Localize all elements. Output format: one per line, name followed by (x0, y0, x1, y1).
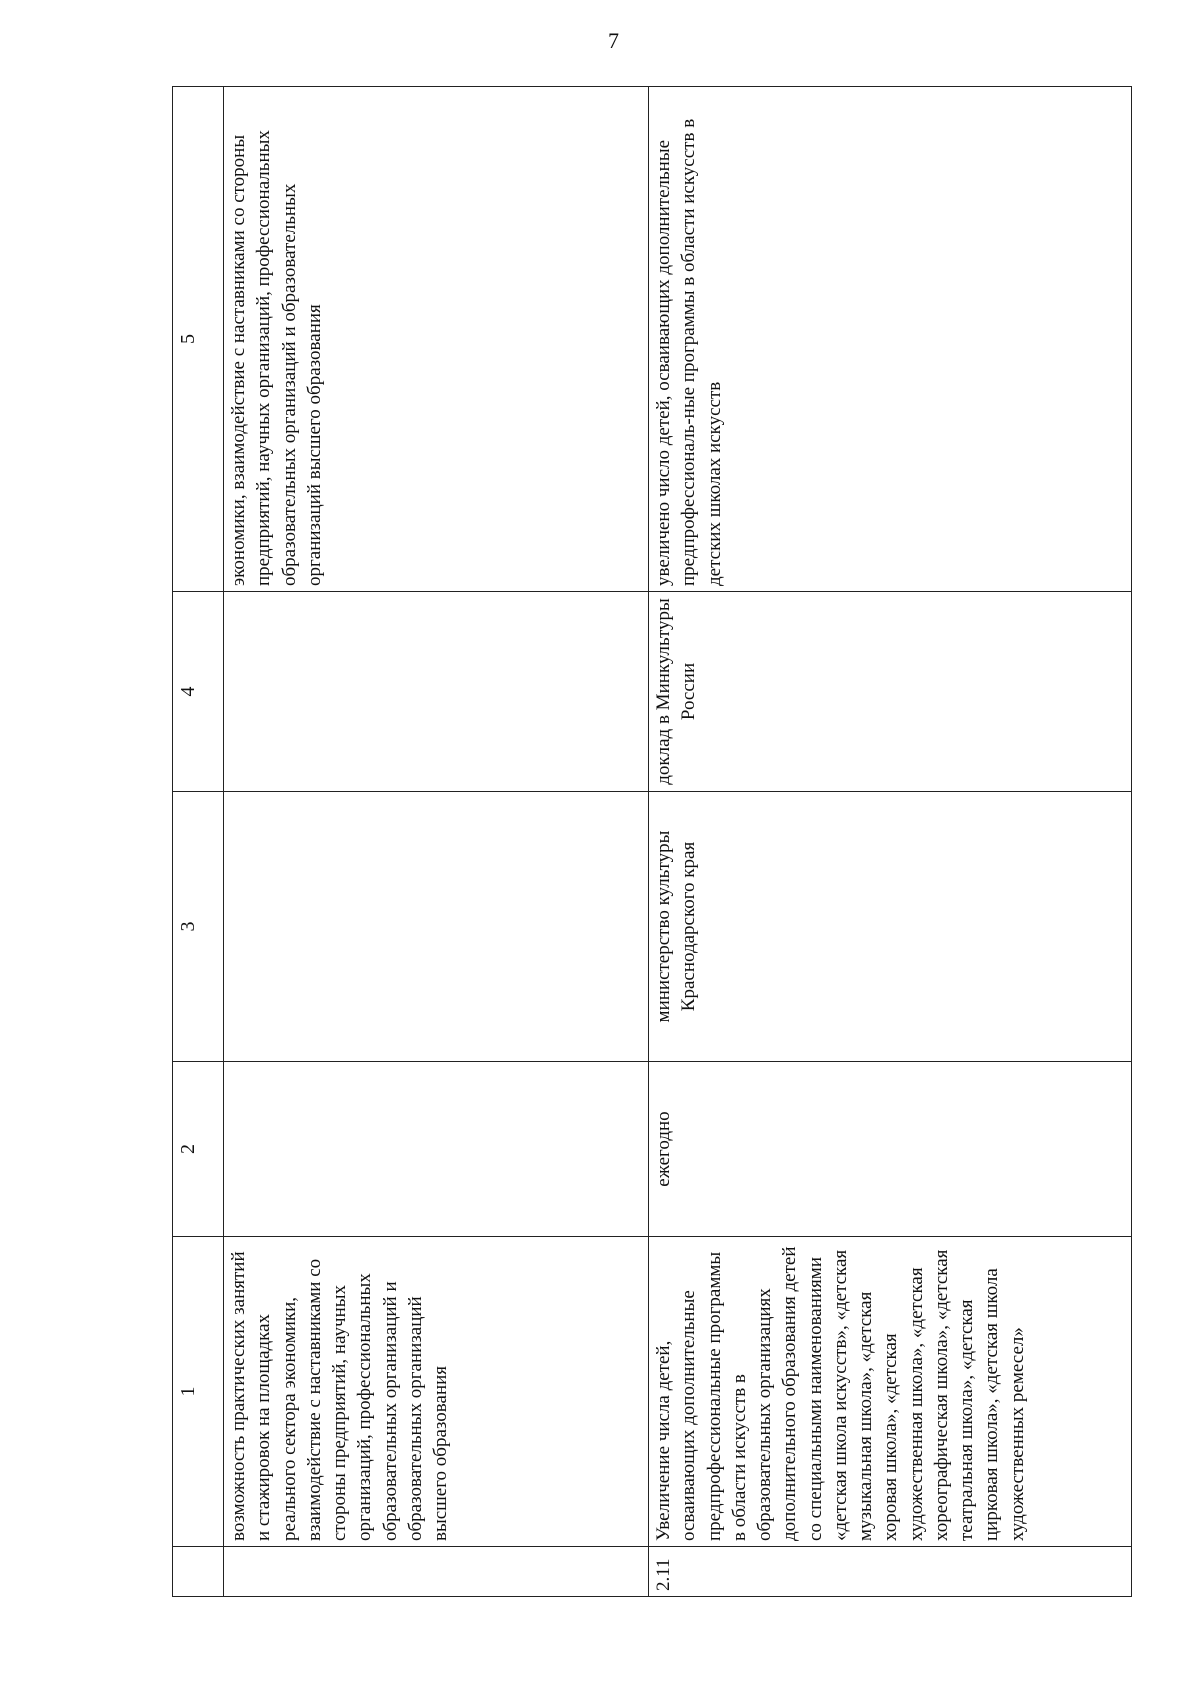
table-row (649, 87, 1132, 1597)
row-number: 2.11 (649, 1547, 1132, 1597)
cell-result: экономики, взаимодействие с наставниками со стороны предприятий, научных организаций, профессиональных образовательных организаций и образовательных организаций высшего образования (224, 87, 649, 592)
plan-table (172, 86, 1132, 1597)
cell-event: возможность практических занятий и стажировок на площадках реального сектора экономики, взаимодействие с наставниками со стороны предприятий, научных организаций, профессиональных образовательных организаций и образовательных организаций высшего образования (224, 1237, 649, 1547)
table-header-row (173, 87, 224, 1597)
rotated-table-container (172, 87, 1122, 1597)
page-number: 7 (608, 28, 619, 53)
row-number (224, 1547, 649, 1597)
header-cell-3: 3 (173, 792, 224, 1062)
header-cell-2: 2 (173, 1062, 224, 1237)
cell-event: Увеличение числа детей, осваивающих дополнительные предпрофессиональные программы в области искусств в образовательных организациях дополнительного образования детей со специальными наименованиями «детская школа искусств», «детская музыкальная школа», «детская хоровая школа», «детская художественная школа», «детская хореографическая школа», «детская театральная школа», «детская цирковая школа», «детская школа художественных ремесел» (649, 1237, 1132, 1547)
cell-deadline (224, 1062, 649, 1237)
header-cell-4: 4 (173, 592, 224, 792)
cell-report: доклад в Минкультуры России (649, 592, 1132, 792)
cell-responsible (224, 792, 649, 1062)
cell-report (224, 592, 649, 792)
cell-result: увеличено число детей, осваивающих дополнительные предпрофессиональ-ные программы в области искусств в детских школах искусств (649, 87, 1132, 592)
table-row (224, 87, 649, 1597)
header-cell-num (173, 1547, 224, 1597)
cell-responsible: министерство культуры Краснодарского края (649, 792, 1132, 1062)
header-cell-5: 5 (173, 87, 224, 592)
cell-deadline: ежегодно (649, 1062, 1132, 1237)
header-cell-1: 1 (173, 1237, 224, 1547)
